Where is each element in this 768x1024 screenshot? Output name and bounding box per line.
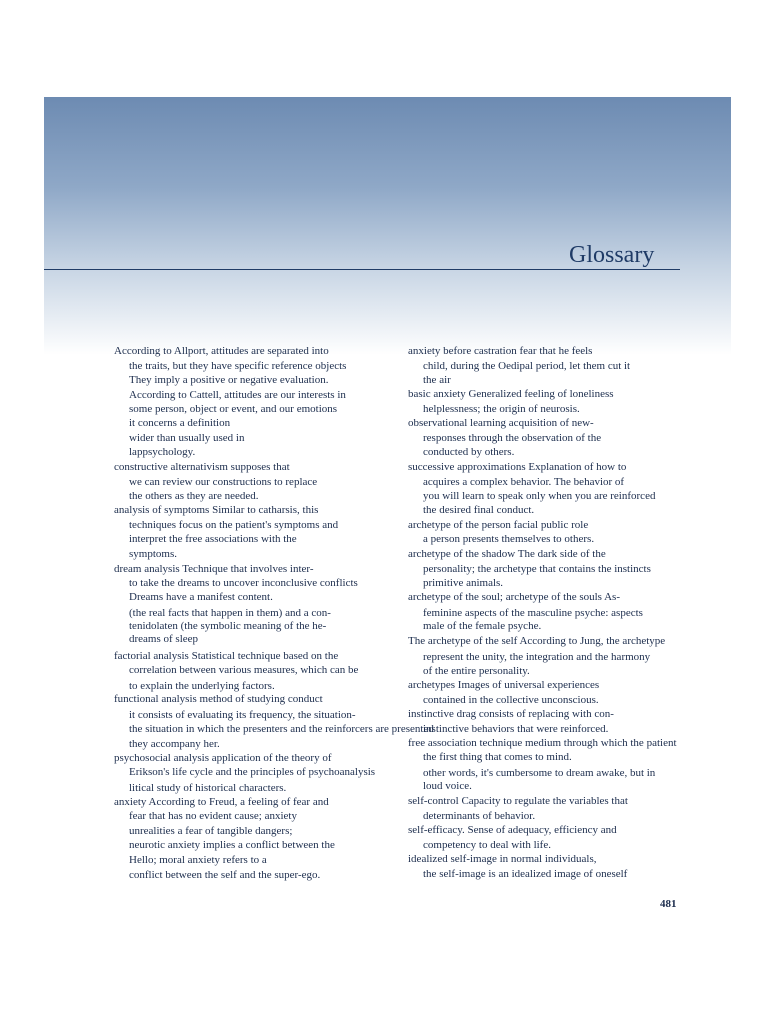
glossary-line: litical study of historical characters. [129,782,287,794]
glossary-line: archetype of the shadow The dark side of the [408,548,606,560]
glossary-line: of the entire personality. [423,665,530,677]
glossary-line: Erikson's life cycle and the principles of psychoanalysis [129,766,376,778]
glossary-line: correlation between various measures, which can be [129,664,359,676]
glossary-line: dream analysis Technique that involves inter- [114,563,314,575]
glossary-line: anxiety before castration fear that he feels [408,345,593,357]
glossary-line: you will learn to speak only when you are reinforced [423,490,656,502]
glossary-line: fear that has no evident cause; anxiety [129,810,297,822]
glossary-line: feminine aspects of the masculine psyche: aspects [423,607,643,619]
glossary-line: According to Cattell, attitudes are our interests in [129,389,346,401]
glossary-line: They imply a positive or negative evaluation. [129,374,329,386]
glossary-line: observational learning acquisition of new- [408,417,594,429]
glossary-line: contained in the collective unconscious. [423,694,599,706]
glossary-line: loud voice. [423,780,472,792]
glossary-line: instinctive behaviors that were reinforced. [423,723,609,735]
glossary-line: functional analysis method of studying conduct [114,693,323,705]
glossary-line: some person, object or event, and our emotions [129,403,338,415]
glossary-line: competency to deal with life. [423,839,551,851]
glossary-line: conducted by others. [423,446,515,458]
glossary-line: self-control Capacity to regulate the variables that [408,795,628,807]
glossary-line: the desired final conduct. [423,504,535,516]
glossary-line: other words, it's cumbersome to dream awake, but in [423,767,656,779]
glossary-line: determinants of behavior. [423,810,536,822]
glossary-line: dreams of sleep [129,633,199,645]
glossary-line: helplessness; the origin of neurosis. [423,403,580,415]
glossary-line: it concerns a definition [129,417,231,429]
glossary-line: to explain the underlying factors. [129,680,275,692]
glossary-line: successive approximations Explanation of how to [408,461,627,473]
title-rule [44,269,680,270]
glossary-line: techniques focus on the patient's symptoms and [129,519,339,531]
glossary-line: basic anxiety Generalized feeling of loneliness [408,388,614,400]
glossary-line: they accompany her. [129,738,220,750]
glossary-line: factorial analysis Statistical technique based on the [114,650,339,662]
glossary-line: The archetype of the self According to Jung, the archetype [408,635,666,647]
glossary-line: acquires a complex behavior. The behavior of [423,476,625,488]
glossary-line: idealized self-image in normal individuals, [408,853,597,865]
glossary-line: tenidolaten (the symbolic meaning of the he- [129,620,327,632]
glossary-line: child, during the Oedipal period, let them cut it [423,360,631,372]
glossary-line: instinctive drag consists of replacing with con- [408,708,614,720]
glossary-line: analysis of symptoms Similar to catharsis, this [114,504,319,516]
glossary-line: personality; the archetype that contains the instincts [423,563,651,575]
glossary-line: the situation in which the presenters and the reinforcers are presented [129,723,434,735]
glossary-line: to take the dreams to uncover inconclusive conflicts [129,577,358,589]
glossary-line: symptoms. [129,548,177,560]
header-gradient-band [44,97,731,355]
glossary-line: lappsychology. [129,446,196,458]
glossary-line: the others as they are needed. [129,490,259,502]
glossary-line: we can review our constructions to replace [129,476,318,488]
glossary-line: the first thing that comes to mind. [423,751,572,763]
glossary-line: neurotic anxiety implies a conflict between the [129,839,335,851]
glossary-line: primitive animals. [423,577,504,589]
glossary-line: the air [423,374,451,386]
glossary-line: free association technique medium through which the patient [408,737,677,749]
page-title: Glossary [569,242,655,268]
glossary-line: psychosocial analysis application of the theory of [114,752,332,764]
glossary-line: represent the unity, the integration and the harmony [423,651,651,663]
glossary-line: archetype of the person facial public role [408,519,589,531]
glossary-line: unrealities a fear of tangible dangers; [129,825,293,837]
glossary-line: interpret the free associations with the [129,533,297,545]
glossary-line: a person presents themselves to others. [423,533,595,545]
glossary-line: it consists of evaluating its frequency, the situation- [129,709,356,721]
glossary-line: Dreams have a manifest content. [129,591,273,603]
glossary-line: the traits, but they have specific reference objects [129,360,347,372]
glossary-line: archetype of the soul; archetype of the souls As- [408,591,620,603]
glossary-line: the self-image is an idealized image of oneself [423,868,628,880]
glossary-line: male of the female psyche. [423,620,542,632]
glossary-line: conflict between the self and the super-ego. [129,869,321,881]
glossary-line: responses through the observation of the [423,432,602,444]
page-number: 481 [660,898,677,910]
glossary-line: anxiety According to Freud, a feeling of fear and [114,796,329,808]
glossary-line: (the real facts that happen in them) and a con- [129,607,331,619]
glossary-line: wider than usually used in [129,432,245,444]
glossary-line: According to Allport, attitudes are separated into [114,345,329,357]
glossary-line: self-efficacy. Sense of adequacy, efficiency and [408,824,617,836]
glossary-line: archetypes Images of universal experiences [408,679,600,691]
glossary-line: Hello; moral anxiety refers to a [129,854,267,866]
glossary-line: constructive alternativism supposes that [114,461,290,473]
